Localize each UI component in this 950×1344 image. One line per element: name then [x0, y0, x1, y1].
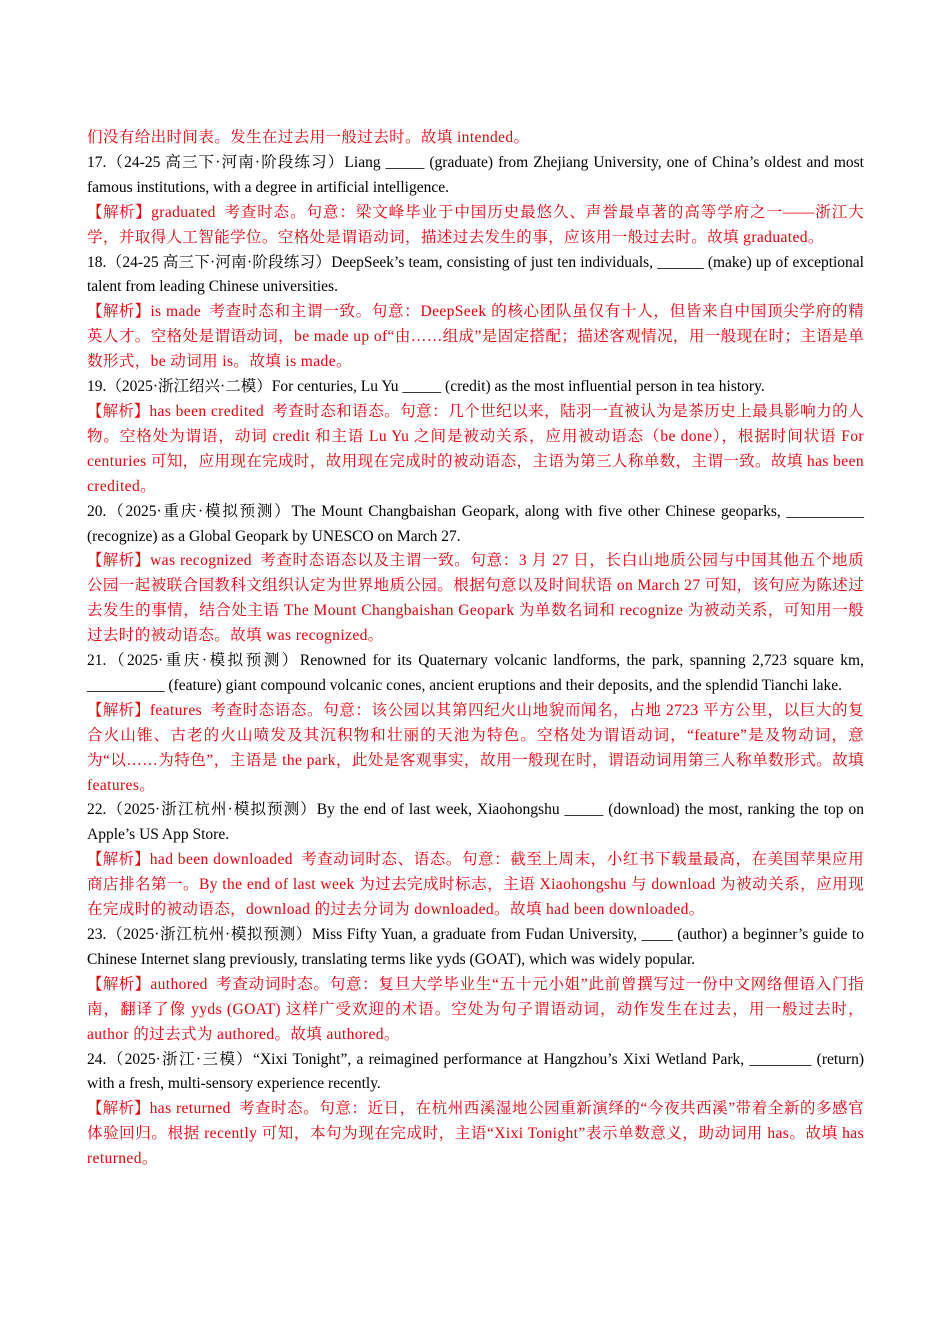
explanation-text: 考查时态语态以及主谓一致。句意：3 月 27 日，长白山地质公园与中国其他五个地质公园一起被联合国教科文组织认定为世界地质公园。根据句意以及时间状语 on March 27 可知，该句应为陈述过去发生的事情，结合处主语 The Mount Changbaishan Geopark 为单数名词和 recognize 为被动关系，可知用一般过去时的被动语态。故填 was recognized。 — [87, 552, 864, 645]
previous-explanation-tail: 们没有给出时间表。发生在过去用一般过去时。故填 intended。 — [87, 129, 530, 146]
answer-explanation — [87, 201, 864, 251]
analysis-tag: 【解析】 — [87, 402, 150, 420]
explanation-text: 考查时态和语态。句意：几个世纪以来，陆羽一直被认为是茶历史上最具影响力的人物。空格处为谓语，动词 credit 和主语 Lu Yu 之间是被动关系，应用被动语态（be done），根据时间状语 For centuries 可知，应用现在完成时，故用现在完成时的被动语态，主语为第三人称单数，主谓一致。故填 has been credited。 — [87, 402, 864, 495]
question-text: 20.（2025·重庆·模拟预测）The Mount Changbaishan Geopark, along with five other Chinese geoparks, __________ (recognize) as a Global Geopark by UNESCO on March 27. — [87, 502, 864, 545]
explanation-text: 考查动词时态、语态。句意：截至上周末，小红书下载量最高，在美国苹果应用商店排名第一。By the end of last week 为过去完成时标志，主语 Xiaohongshu 与 download 为被动关系，应用现在完成时的被动语态，download 的过去分词为 downloaded。故填 had been downloaded。 — [87, 851, 864, 919]
analysis-tag: 【解析】 — [87, 975, 151, 993]
explanation-text: 考查时态和主谓一致。句意：DeepSeek 的核心团队虽仅有十人，但皆来自中国顶尖学府的精英人才。空格处是谓语动词，be made up of“由……组成”是固定搭配；描述客观情况，用一般现在时；主语是单数形式，be 动词用 is。故填 is made。 — [87, 303, 864, 371]
question-text: 19.（2025·浙江绍兴·二模）For centuries, Lu Yu _____ (credit) as the most influential person in tea history. — [87, 378, 765, 396]
analysis-tag: 【解析】 — [87, 701, 150, 719]
answer-text: graduated — [151, 203, 216, 221]
question-text: 22.（2025·浙江杭州·模拟预测）By the end of last week, Xiaohongshu _____ (download) the most, ranking the top on Apple’s US App Store. — [87, 801, 864, 844]
answer-explanation — [87, 1097, 864, 1172]
analysis-tag: 【解析】 — [87, 303, 151, 321]
answer-text: authored — [150, 975, 208, 993]
question-item-21 — [87, 649, 864, 798]
question-text: 23.（2025·浙江杭州·模拟预测）Miss Fifty Yuan, a graduate from Fudan University, ____ (author) a beginner’s guide to Chinese Internet slang previously, translating terms like yyds (GOAT), which was widely popular. — [87, 926, 864, 968]
question-item-19 — [87, 375, 864, 500]
answer-explanation — [87, 973, 864, 1048]
answer-explanation — [87, 549, 864, 649]
question-item-24 — [87, 1048, 864, 1173]
answer-explanation — [87, 300, 864, 375]
question-item-22 — [87, 798, 864, 923]
explanation-text: 考查时态。句意：近日，在杭州西溪湿地公园重新演绎的“今夜共西溪”带着全新的多感官体验回归。根据 recently 可知，本句为现在完成时，主语“Xixi Tonight”表示单数意义，助动词用 has。故填 has returned。 — [87, 1100, 864, 1168]
question-text: 18.（24-25 高三下·河南·阶段练习）DeepSeek’s team, consisting of just ten individuals, ______ (make) up of exceptional talent from leading Chinese universities. — [87, 253, 864, 296]
explanation-text: 考查时态语态。句意：该公园以其第四纪火山地貌而闻名，占地 2723 平方公里，以巨大的复合火山锥、古老的火山喷发及其沉积物和壮丽的天池为特色。空格处为谓语动词，“feature”是及物动词，意为“以……为特色”，主语是 the park，此处是客观事实，故用一般现在时，谓语动词用第三人称单数形式。故填 features。 — [87, 701, 864, 794]
analysis-tag: 【解析】 — [87, 851, 150, 869]
explanation-text: 考查动词时态。句意：复旦大学毕业生“五十元小姐”此前曾撰写过一份中文网络俚语入门指南，翻译了像 yyds (GOAT) 这样广受欢迎的术语。空处为句子谓语动词，动作发生在过去，用一般过去时，author 的过去式为 authored。故填 authored。 — [87, 975, 864, 1043]
question-text: 24.（2025·浙江·三模）“Xixi Tonight”, a reimagined performance at Hangzhou’s Xixi Wetland Park, ________ (return) with a fresh, multi-sensory experience recently. — [87, 1050, 864, 1093]
explanation-text: 考查时态。句意：梁文峰毕业于中国历史最悠久、声誉最卓著的高等学府之一——浙江大学，并取得人工智能学位。空格处是谓语动词，描述过去发生的事，应该用一般过去时。故填 graduated。 — [87, 203, 864, 246]
answer-text: has been credited — [149, 402, 264, 420]
analysis-tag: 【解析】 — [87, 1100, 150, 1118]
question-text: 17.（24-25 高三下·河南·阶段练习）Liang _____ (graduate) from Zhejiang University, one of China’s oldest and most famous institutions, with a degree in artificial intelligence. — [87, 153, 864, 196]
question-item-18 — [87, 251, 864, 376]
question-item-20 — [87, 500, 864, 649]
question-item-17 — [87, 151, 864, 251]
answer-explanation — [87, 400, 864, 500]
analysis-tag: 【解析】 — [87, 203, 152, 221]
answer-text: features — [149, 701, 203, 719]
answer-explanation — [87, 848, 864, 923]
question-text: 21.（2025·重庆·模拟预测）Renowned for its Quaternary volcanic landforms, the park, spanning 2,723 square km, __________ (feature) giant compound volcanic cones, ancient eruptions and their deposits, and the splendid Tianchi lake. — [87, 652, 864, 694]
document-page — [87, 126, 864, 1172]
answer-text: is made — [150, 303, 202, 321]
answer-text: had been downloaded — [149, 851, 293, 869]
question-item-23 — [87, 923, 864, 1048]
analysis-tag: 【解析】 — [87, 552, 151, 570]
answer-explanation — [87, 699, 864, 799]
answer-text: was recognized — [150, 552, 252, 570]
answer-text: has returned — [149, 1100, 231, 1118]
